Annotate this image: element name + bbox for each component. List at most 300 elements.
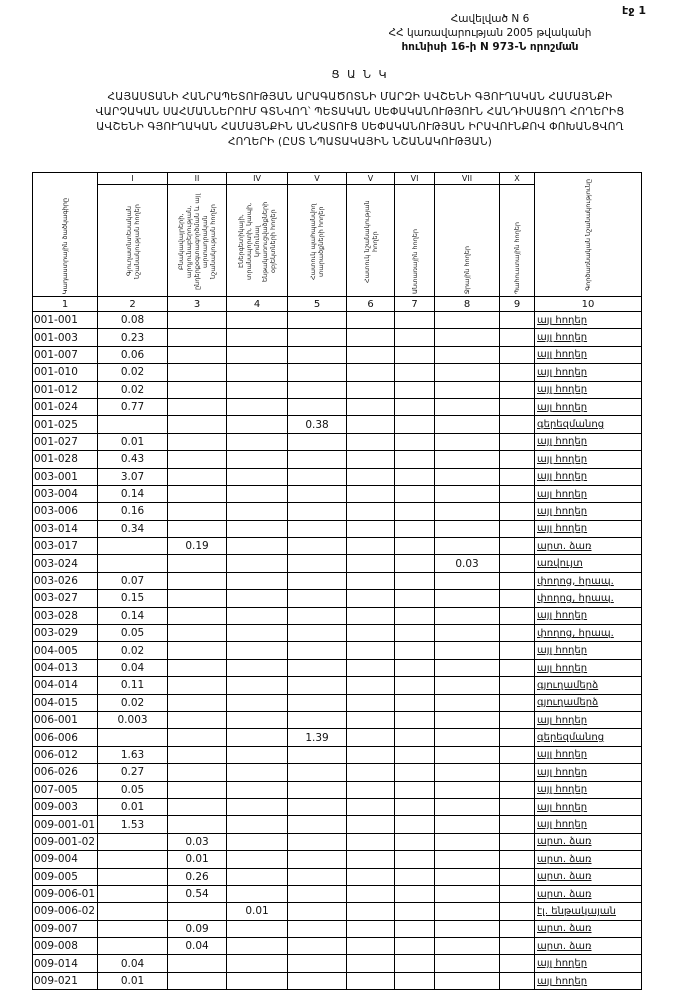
area-value (98, 938, 168, 955)
empty-cell (395, 590, 435, 607)
area-value (168, 398, 227, 415)
empty-cell (347, 607, 395, 624)
empty-cell (395, 920, 435, 937)
area-value (227, 312, 288, 329)
empty-cell (347, 416, 395, 433)
area-value (227, 711, 288, 728)
table-row (33, 398, 642, 415)
cadastral-code: 004-015 (33, 694, 98, 711)
empty-cell (347, 329, 395, 346)
empty-cell (395, 416, 435, 433)
table-row (33, 885, 642, 902)
cadastral-code: 006-006 (33, 729, 98, 746)
area-value (435, 538, 500, 555)
area-value (288, 781, 347, 798)
area-value (435, 625, 500, 642)
area-value (435, 503, 500, 520)
cadastral-code: 001-007 (33, 346, 98, 363)
empty-cell (347, 485, 395, 502)
annex-header (380, 12, 600, 54)
land-use: էլ. ենթակայան (535, 903, 642, 920)
area-value (168, 694, 227, 711)
empty-cell (500, 659, 535, 676)
area-value (168, 955, 227, 972)
area-value (288, 346, 347, 363)
area-value (98, 555, 168, 572)
land-use: այլ հողեր (535, 346, 642, 363)
area-value (288, 764, 347, 781)
empty-cell (395, 485, 435, 502)
empty-cell (347, 885, 395, 902)
area-value (227, 346, 288, 363)
land-use: այլ հողեր (535, 711, 642, 728)
cadastral-code: 009-008 (33, 938, 98, 955)
area-value: 0.04 (98, 659, 168, 676)
area-value: 0.08 (98, 312, 168, 329)
empty-cell (347, 381, 395, 398)
area-value (168, 485, 227, 502)
area-value: 1.63 (98, 746, 168, 763)
empty-cell (347, 938, 395, 955)
area-value: 0.34 (98, 520, 168, 537)
area-value: 0.03 (168, 833, 227, 850)
empty-cell (395, 555, 435, 572)
table-row (33, 520, 642, 537)
area-value (435, 851, 500, 868)
empty-cell (395, 798, 435, 815)
empty-cell (395, 381, 435, 398)
cadastral-code: 006-012 (33, 746, 98, 763)
land-use: այլ հողեր (535, 329, 642, 346)
area-value: 0.05 (98, 625, 168, 642)
area-value: 0.04 (168, 938, 227, 955)
table-row (33, 625, 642, 642)
cadastral-code: 009-004 (33, 851, 98, 868)
area-value (168, 520, 227, 537)
land-use: փողոց, հրապ. (535, 590, 642, 607)
header-text: Էներգետիկայի, տրանսպորտի, կապի, կոմունալ ենթակառուցվածքների օբյեկտների հողեր (237, 201, 278, 282)
annex-line-1: Հավելված N 6 (450, 13, 530, 25)
area-value (435, 711, 500, 728)
area-value: 0.02 (98, 694, 168, 711)
land-use: այլ հողեր (535, 972, 642, 989)
area-value (435, 485, 500, 502)
empty-cell (500, 851, 535, 868)
area-value (288, 972, 347, 989)
cadastral-code: 001-001 (33, 312, 98, 329)
land-use: գերեզմանոց (535, 729, 642, 746)
cadastral-code: 009-001-02 (33, 833, 98, 850)
cadastral-code: 003-024 (33, 555, 98, 572)
area-value: 0.16 (98, 503, 168, 520)
empty-cell (395, 398, 435, 415)
area-value (435, 816, 500, 833)
empty-cell (500, 972, 535, 989)
area-value: 1.39 (288, 729, 347, 746)
cadastral-code: 003-004 (33, 485, 98, 502)
area-value (288, 451, 347, 468)
area-value: 0.19 (168, 538, 227, 555)
empty-cell (395, 833, 435, 850)
roman-header: II (168, 173, 227, 185)
land-use: այլ հողեր (535, 433, 642, 450)
empty-cell (500, 364, 535, 381)
cadastral-code: 004-014 (33, 677, 98, 694)
area-value (227, 398, 288, 415)
header-cell (347, 185, 395, 297)
empty-cell (347, 572, 395, 589)
header-cell (33, 173, 98, 297)
empty-cell (500, 868, 535, 885)
area-value (435, 398, 500, 415)
column-number: 3 (168, 297, 227, 312)
table-row (33, 659, 642, 676)
area-value (435, 798, 500, 815)
empty-cell (395, 903, 435, 920)
area-value (288, 433, 347, 450)
area-value: 0.54 (168, 885, 227, 902)
cadastral-code: 003-014 (33, 520, 98, 537)
empty-cell (395, 572, 435, 589)
header-cell (98, 185, 168, 297)
area-value: 0.03 (435, 555, 500, 572)
header-text: Հատուկ պահպանվող տարածքների հողեր (309, 203, 326, 280)
area-value (227, 364, 288, 381)
empty-cell (347, 798, 395, 815)
cadastral-code: 001-027 (33, 433, 98, 450)
empty-cell (395, 520, 435, 537)
area-value (168, 329, 227, 346)
empty-cell (500, 416, 535, 433)
area-value (288, 885, 347, 902)
land-use: արտ. ձառ (535, 885, 642, 902)
land-use: այլ հողեր (535, 746, 642, 763)
header-text: Գյուղատնտեսական նշանակության հողեր (124, 204, 141, 279)
empty-cell (347, 816, 395, 833)
cadastral-code: 001-010 (33, 364, 98, 381)
empty-cell (500, 590, 535, 607)
area-value (168, 625, 227, 642)
cadastral-code: 003-027 (33, 590, 98, 607)
area-value (227, 851, 288, 868)
column-number: 4 (227, 297, 288, 312)
land-use: այլ հողեր (535, 312, 642, 329)
empty-cell (395, 816, 435, 833)
area-value (168, 642, 227, 659)
area-value (168, 677, 227, 694)
column-number: 8 (435, 297, 500, 312)
area-value (168, 781, 227, 798)
area-value (168, 312, 227, 329)
cadastral-code: 004-013 (33, 659, 98, 676)
area-value: 0.43 (98, 451, 168, 468)
area-value: 0.15 (98, 590, 168, 607)
area-value (98, 851, 168, 868)
area-value (227, 433, 288, 450)
header-text: Հատուկ նշանակության հողեր (362, 200, 379, 283)
table-row (33, 868, 642, 885)
area-value (435, 364, 500, 381)
cadastral-code: 003-001 (33, 468, 98, 485)
area-value (435, 764, 500, 781)
empty-cell (347, 955, 395, 972)
column-number: 10 (535, 297, 642, 312)
area-value (288, 642, 347, 659)
cadastral-code: 009-007 (33, 920, 98, 937)
land-use: արտ. ձառ (535, 833, 642, 850)
annex-line-2: ՀՀ կառավարության 2005 թվականի (388, 27, 592, 39)
area-value: 0.77 (98, 398, 168, 415)
empty-cell (500, 381, 535, 398)
area-value (168, 816, 227, 833)
area-value (227, 677, 288, 694)
area-value (435, 781, 500, 798)
cadastral-code: 009-003 (33, 798, 98, 815)
cadastral-code: 001-012 (33, 381, 98, 398)
empty-cell (395, 607, 435, 624)
land-table (32, 172, 642, 990)
empty-cell (395, 729, 435, 746)
empty-cell (395, 364, 435, 381)
empty-cell (395, 503, 435, 520)
empty-cell (500, 468, 535, 485)
column-number: 6 (347, 297, 395, 312)
empty-cell (500, 433, 535, 450)
empty-cell (347, 642, 395, 659)
header-cell (500, 185, 535, 297)
area-value (227, 938, 288, 955)
area-value (288, 503, 347, 520)
area-value (227, 764, 288, 781)
land-use: փողոց, հրապ. (535, 625, 642, 642)
area-value (227, 451, 288, 468)
empty-cell (500, 625, 535, 642)
area-value: 0.09 (168, 920, 227, 937)
area-value (435, 520, 500, 537)
empty-cell (500, 398, 535, 415)
empty-cell (395, 468, 435, 485)
header-cell (395, 185, 435, 297)
table-row (33, 816, 642, 833)
header-text: Բնակավայրերի, արդյունաբերության, ընդերքօգտագործման և այլ արտադրական նշանակության հողեր (177, 193, 218, 290)
empty-cell (500, 607, 535, 624)
area-value: 0.01 (98, 798, 168, 815)
area-value: 0.38 (288, 416, 347, 433)
cadastral-code: 009-001-01 (33, 816, 98, 833)
area-value (288, 833, 347, 850)
area-value (435, 659, 500, 676)
empty-cell (500, 781, 535, 798)
land-use: այլ հողեր (535, 659, 642, 676)
area-value (168, 746, 227, 763)
empty-cell (500, 833, 535, 850)
land-use: այլ հողեր (535, 381, 642, 398)
area-value (227, 538, 288, 555)
area-value (227, 555, 288, 572)
area-value (227, 607, 288, 624)
empty-cell (395, 955, 435, 972)
cadastral-code: 006-026 (33, 764, 98, 781)
area-value: 1.53 (98, 816, 168, 833)
empty-cell (395, 938, 435, 955)
area-value (227, 885, 288, 902)
area-value: 0.11 (98, 677, 168, 694)
empty-cell (395, 538, 435, 555)
area-value (435, 868, 500, 885)
empty-cell (500, 329, 535, 346)
area-value (227, 955, 288, 972)
land-use: այլ հողեր (535, 485, 642, 502)
empty-cell (500, 816, 535, 833)
empty-cell (347, 920, 395, 937)
empty-cell (500, 677, 535, 694)
table-row (33, 381, 642, 398)
area-value (168, 451, 227, 468)
empty-cell (500, 346, 535, 363)
area-value (168, 433, 227, 450)
table-row (33, 833, 642, 850)
area-value (435, 468, 500, 485)
empty-cell (347, 590, 395, 607)
area-value (168, 346, 227, 363)
cadastral-code: 004-005 (33, 642, 98, 659)
empty-cell (347, 659, 395, 676)
cadastral-code: 001-024 (33, 398, 98, 415)
area-value (168, 503, 227, 520)
roman-header: VI (395, 173, 435, 185)
land-use: արտ. ձառ (535, 938, 642, 955)
empty-cell (395, 868, 435, 885)
area-value (168, 590, 227, 607)
roman-header: VII (435, 173, 500, 185)
area-value: 0.003 (98, 711, 168, 728)
table-row (33, 642, 642, 659)
empty-cell (395, 329, 435, 346)
area-value (288, 798, 347, 815)
empty-cell (347, 312, 395, 329)
area-value (168, 798, 227, 815)
area-value (288, 851, 347, 868)
area-value: 0.05 (98, 781, 168, 798)
land-use: այլ հողեր (535, 642, 642, 659)
table-row (33, 590, 642, 607)
table-row (33, 677, 642, 694)
empty-cell (395, 451, 435, 468)
empty-cell (500, 729, 535, 746)
area-value (227, 729, 288, 746)
empty-cell (395, 746, 435, 763)
empty-cell (395, 711, 435, 728)
roman-header: I (98, 173, 168, 185)
area-value (435, 381, 500, 398)
table-row (33, 572, 642, 589)
empty-cell (395, 972, 435, 989)
area-value (288, 920, 347, 937)
roman-header: IV (227, 173, 288, 185)
table-row (33, 329, 642, 346)
area-value (227, 781, 288, 798)
area-value: 0.02 (98, 642, 168, 659)
area-value (435, 938, 500, 955)
area-value (98, 885, 168, 902)
empty-cell (395, 851, 435, 868)
area-value (288, 659, 347, 676)
area-value (168, 711, 227, 728)
area-value (435, 729, 500, 746)
area-value: 0.01 (168, 851, 227, 868)
roman-header: X (500, 173, 535, 185)
empty-cell (500, 903, 535, 920)
header-text: Կադաստրային ծածկագիրը (61, 197, 70, 294)
table-row (33, 903, 642, 920)
area-value (435, 972, 500, 989)
area-value (435, 590, 500, 607)
area-value (288, 329, 347, 346)
area-value (227, 590, 288, 607)
land-use: այլ հողեր (535, 451, 642, 468)
area-value (435, 346, 500, 363)
area-value (288, 572, 347, 589)
cadastral-code: 003-006 (33, 503, 98, 520)
cadastral-code: 001-003 (33, 329, 98, 346)
page-number: էջ 1 (622, 4, 646, 17)
empty-cell (500, 955, 535, 972)
empty-cell (347, 468, 395, 485)
empty-cell (500, 485, 535, 502)
area-value (98, 833, 168, 850)
area-value (168, 572, 227, 589)
table-row (33, 781, 642, 798)
empty-cell (347, 625, 395, 642)
land-use: գյուղամերձ (535, 677, 642, 694)
area-value (288, 625, 347, 642)
column-number: 2 (98, 297, 168, 312)
header-cell (227, 185, 288, 297)
empty-cell (395, 346, 435, 363)
area-value (227, 642, 288, 659)
land-use: այլ հողեր (535, 607, 642, 624)
area-value (98, 920, 168, 937)
cadastral-code: 006-001 (33, 711, 98, 728)
empty-cell (500, 920, 535, 937)
area-value (288, 746, 347, 763)
area-value (435, 955, 500, 972)
annex-line-3: հունիսի 16-ի N 973-Ն որոշման (401, 41, 579, 53)
area-value (288, 398, 347, 415)
empty-cell (500, 642, 535, 659)
area-value (288, 816, 347, 833)
empty-cell (395, 433, 435, 450)
area-value (288, 607, 347, 624)
table-row (33, 729, 642, 746)
empty-cell (395, 764, 435, 781)
empty-cell (395, 781, 435, 798)
table-row (33, 972, 642, 989)
area-value (435, 312, 500, 329)
empty-cell (347, 764, 395, 781)
area-value (227, 694, 288, 711)
empty-cell (500, 555, 535, 572)
area-value (435, 746, 500, 763)
land-use: այլ հողեր (535, 781, 642, 798)
area-value (227, 833, 288, 850)
area-value (98, 903, 168, 920)
area-value: 3.07 (98, 468, 168, 485)
area-value (435, 833, 500, 850)
area-value (288, 520, 347, 537)
cadastral-code: 007-005 (33, 781, 98, 798)
header-cell (535, 173, 642, 297)
